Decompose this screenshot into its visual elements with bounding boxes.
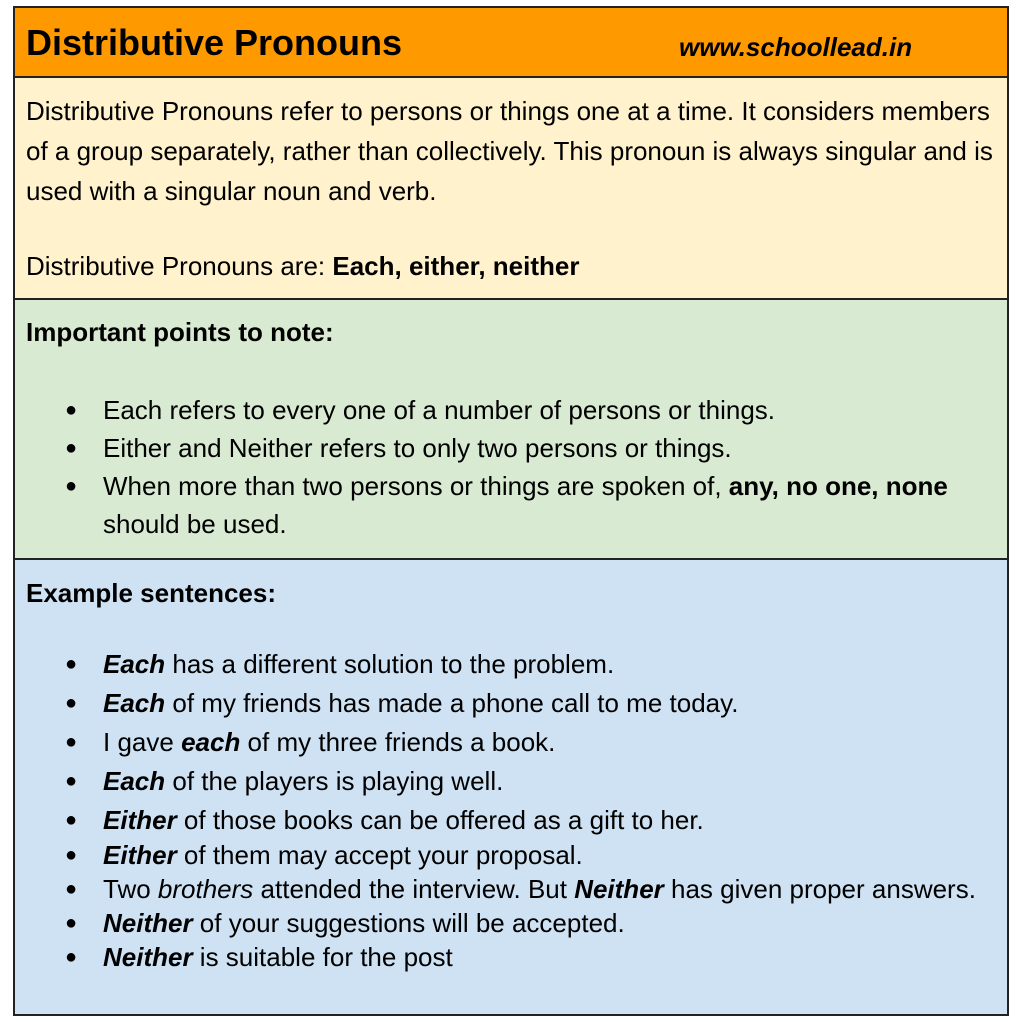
website-url: www.schoollead.in: [679, 32, 913, 62]
example-item: ● Each of the players is playing well.: [15, 764, 1007, 798]
example-sentences-heading: Example sentences:: [26, 578, 277, 608]
header-bar: [15, 8, 1007, 78]
example-item: ● I gave each of my three friends a book.: [15, 725, 1007, 759]
intro-section: [15, 78, 1007, 300]
pronoun-list-label: Distributive Pronouns are:: [26, 251, 333, 281]
example-item: ● Each has a different solution to the problem.: [15, 647, 1007, 681]
distributive-pronouns-sheet: [13, 6, 1009, 1016]
intro-description: Distributive Pronouns refer to persons or things one at a time. It considers members of a group separately, rather than collectively. This pronoun is always singular and is used with a singular noun and verb.: [26, 96, 993, 206]
example-item: ● Neither of your suggestions will be accepted.: [15, 906, 1007, 940]
point-item: ● Either and Neither refers to only two persons or things.: [15, 429, 1007, 467]
important-points-list: [15, 391, 1007, 543]
example-item: ● Either of those books can be offered as a gift to her.: [15, 803, 1007, 837]
important-points-section: [15, 300, 1007, 560]
example-item: ● Each of my friends has made a phone call to me today.: [15, 686, 1007, 720]
point-item: ● Each refers to every one of a number of persons or things.: [15, 391, 1007, 429]
point-item: ● When more than two persons or things are spoken of, any, no one, none should be used.: [15, 467, 1007, 543]
example-sentences-section: [15, 560, 1007, 1014]
example-item: ● Neither is suitable for the post: [15, 940, 1007, 974]
example-item: ● Two brothers attended the interview. But Neither has given proper answers.: [15, 872, 1007, 906]
example-sentences-list: [15, 647, 1007, 974]
important-points-heading: Important points to note:: [26, 317, 334, 347]
pronoun-list-values: Each, either, neither: [332, 251, 580, 281]
page-title: Distributive Pronouns: [26, 22, 403, 63]
pronoun-list-line: [26, 246, 579, 286]
example-item: ● Either of them may accept your proposal.: [15, 838, 1007, 872]
